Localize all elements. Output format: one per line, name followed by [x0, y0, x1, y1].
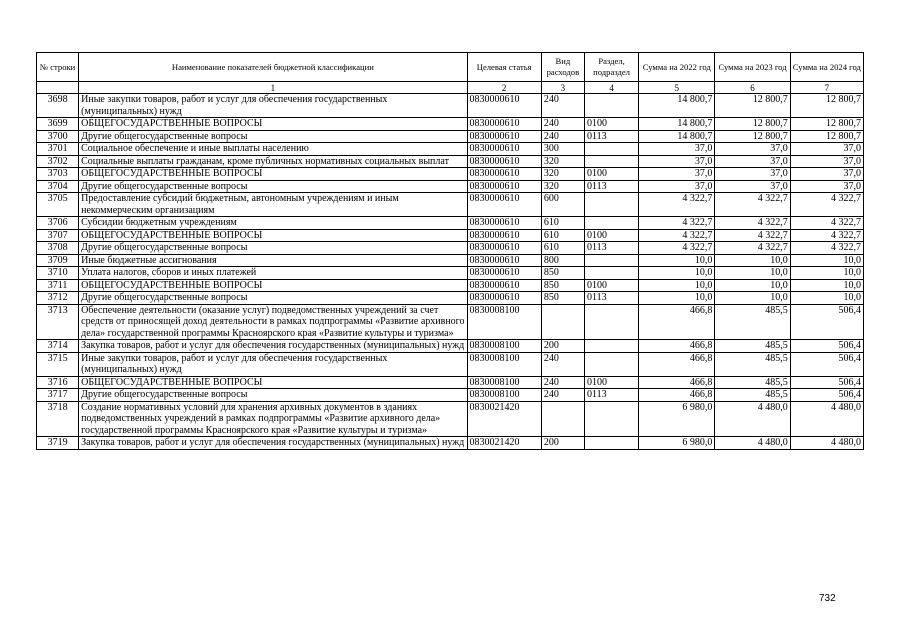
column-number-row [37, 82, 864, 94]
column-number: 6 [715, 82, 790, 94]
column-number: 4 [584, 82, 638, 94]
row-sum-2024: 10,0 [790, 254, 863, 267]
row-number: 3714 [37, 340, 79, 353]
row-sum-2023: 4 322,7 [715, 242, 790, 255]
row-sum-2022: 466,8 [639, 304, 715, 340]
row-target-code: 0830000610 [467, 254, 541, 267]
row-target-code: 0830000610 [467, 155, 541, 168]
row-sum-2022: 10,0 [639, 292, 715, 305]
row-section [584, 143, 638, 156]
row-sum-2024: 12 800,7 [790, 118, 863, 131]
row-number: 3715 [37, 352, 79, 376]
row-number: 3703 [37, 168, 79, 181]
row-expense-type: 320 [541, 180, 584, 193]
table-header [37, 53, 864, 94]
table-row [37, 168, 864, 181]
row-section: 0100 [584, 279, 638, 292]
header-vid: Вид расходов [541, 53, 584, 82]
row-expense-type: 320 [541, 155, 584, 168]
header-sum-2022: Сумма на 2022 год [639, 53, 715, 82]
row-expense-type: 240 [541, 94, 584, 118]
row-expense-type: 240 [541, 352, 584, 376]
row-section: 0100 [584, 229, 638, 242]
row-sum-2022: 14 800,7 [639, 130, 715, 143]
row-section [584, 340, 638, 353]
row-target-code: 0830000610 [467, 217, 541, 230]
row-sum-2023: 10,0 [715, 254, 790, 267]
table-row [37, 401, 864, 437]
header-name: Наименование показателей бюджетной классификации [79, 53, 467, 82]
row-name: Иные закупки товаров, работ и услуг для обеспечения государственных (муниципальных) нужд [79, 352, 467, 376]
row-sum-2022: 466,8 [639, 352, 715, 376]
row-expense-type [541, 401, 584, 437]
table-row [37, 217, 864, 230]
row-sum-2022: 10,0 [639, 267, 715, 280]
row-number: 3713 [37, 304, 79, 340]
row-number: 3711 [37, 279, 79, 292]
row-number: 3700 [37, 130, 79, 143]
table-row [37, 229, 864, 242]
column-number: 1 [79, 82, 467, 94]
header-row-no: № строки [37, 53, 79, 82]
row-number: 3707 [37, 229, 79, 242]
row-target-code: 0830000610 [467, 180, 541, 193]
row-target-code: 0830000610 [467, 279, 541, 292]
row-section [584, 217, 638, 230]
row-target-code: 0830000610 [467, 267, 541, 280]
row-number: 3716 [37, 376, 79, 389]
table-row [37, 143, 864, 156]
row-sum-2023: 12 800,7 [715, 94, 790, 118]
row-target-code: 0830000610 [467, 229, 541, 242]
row-expense-type: 240 [541, 389, 584, 402]
row-section [584, 155, 638, 168]
row-sum-2024: 10,0 [790, 292, 863, 305]
row-name: Создание нормативных условий для хранения архивных документов в зданиях подведомственных учреждений в рамках подпрограммы «Развитие архивного дела» государственной программы Красноярского края «Развитие культуры и туризма» [79, 401, 467, 437]
row-name: ОБЩЕГОСУДАРСТВЕННЫЕ ВОПРОСЫ [79, 376, 467, 389]
row-sum-2023: 485,5 [715, 340, 790, 353]
row-sum-2022: 37,0 [639, 155, 715, 168]
row-sum-2023: 37,0 [715, 143, 790, 156]
row-section [584, 193, 638, 217]
row-expense-type: 320 [541, 168, 584, 181]
row-name: ОБЩЕГОСУДАРСТВЕННЫЕ ВОПРОСЫ [79, 229, 467, 242]
table-row [37, 279, 864, 292]
table-row [37, 304, 864, 340]
row-target-code: 0830021420 [467, 401, 541, 437]
row-target-code: 0830021420 [467, 437, 541, 450]
header-section: Раздел, подраздел [584, 53, 638, 82]
row-expense-type: 240 [541, 118, 584, 131]
row-sum-2023: 485,5 [715, 352, 790, 376]
row-section [584, 94, 638, 118]
row-expense-type: 300 [541, 143, 584, 156]
row-sum-2023: 485,5 [715, 376, 790, 389]
row-sum-2023: 37,0 [715, 168, 790, 181]
row-number: 3698 [37, 94, 79, 118]
row-target-code: 0830000610 [467, 242, 541, 255]
row-name: Субсидии бюджетным учреждениям [79, 217, 467, 230]
row-name: Закупка товаров, работ и услуг для обеспечения государственных (муниципальных) нужд [79, 437, 467, 450]
row-name: Закупка товаров, работ и услуг для обеспечения государственных (муниципальных) нужд [79, 340, 467, 353]
row-section: 0113 [584, 292, 638, 305]
row-number: 3705 [37, 193, 79, 217]
row-section [584, 401, 638, 437]
row-sum-2024: 4 480,0 [790, 401, 863, 437]
row-section [584, 267, 638, 280]
row-number: 3719 [37, 437, 79, 450]
row-section: 0100 [584, 376, 638, 389]
row-name: Иные бюджетные ассигнования [79, 254, 467, 267]
row-sum-2022: 466,8 [639, 340, 715, 353]
row-section [584, 254, 638, 267]
row-sum-2022: 4 322,7 [639, 193, 715, 217]
row-sum-2022: 37,0 [639, 180, 715, 193]
table-row [37, 242, 864, 255]
row-sum-2024: 506,4 [790, 304, 863, 340]
row-sum-2023: 4 322,7 [715, 229, 790, 242]
row-sum-2024: 4 480,0 [790, 437, 863, 450]
row-number: 3706 [37, 217, 79, 230]
table-row [37, 437, 864, 450]
row-sum-2023: 10,0 [715, 267, 790, 280]
row-sum-2022: 14 800,7 [639, 94, 715, 118]
page-number: 732 [819, 593, 836, 604]
row-target-code: 0830000610 [467, 94, 541, 118]
row-sum-2023: 4 322,7 [715, 193, 790, 217]
row-number: 3699 [37, 118, 79, 131]
row-sum-2022: 4 322,7 [639, 229, 715, 242]
row-section [584, 352, 638, 376]
row-sum-2022: 466,8 [639, 389, 715, 402]
row-sum-2024: 10,0 [790, 279, 863, 292]
table-row [37, 389, 864, 402]
row-sum-2023: 485,5 [715, 304, 790, 340]
row-sum-2024: 37,0 [790, 180, 863, 193]
row-target-code: 0830008100 [467, 352, 541, 376]
row-sum-2024: 37,0 [790, 155, 863, 168]
row-sum-2023: 4 322,7 [715, 217, 790, 230]
row-expense-type: 850 [541, 292, 584, 305]
row-sum-2023: 37,0 [715, 180, 790, 193]
row-sum-2022: 6 980,0 [639, 437, 715, 450]
table-row [37, 254, 864, 267]
row-target-code: 0830008100 [467, 304, 541, 340]
row-name: Обеспечение деятельности (оказание услуг) подведомственных учреждений за счет средств от приносящей доход деятельности в рамках подпрограммы «Развитие архивного дела» государственной программы Красноярского края «Развитие культуры и туризма» [79, 304, 467, 340]
column-number: 3 [541, 82, 584, 94]
row-sum-2024: 506,4 [790, 340, 863, 353]
row-target-code: 0830000610 [467, 143, 541, 156]
row-number: 3712 [37, 292, 79, 305]
row-section [584, 304, 638, 340]
row-target-code: 0830000610 [467, 193, 541, 217]
row-sum-2023: 10,0 [715, 279, 790, 292]
row-target-code: 0830008100 [467, 389, 541, 402]
row-target-code: 0830000610 [467, 292, 541, 305]
table-row [37, 193, 864, 217]
row-sum-2024: 506,4 [790, 376, 863, 389]
table-row [37, 292, 864, 305]
row-sum-2024: 4 322,7 [790, 217, 863, 230]
row-section [584, 437, 638, 450]
row-section: 0113 [584, 389, 638, 402]
row-name: ОБЩЕГОСУДАРСТВЕННЫЕ ВОПРОСЫ [79, 279, 467, 292]
table-body [37, 94, 864, 450]
row-expense-type: 800 [541, 254, 584, 267]
row-expense-type: 600 [541, 193, 584, 217]
row-section: 0113 [584, 130, 638, 143]
row-expense-type: 610 [541, 242, 584, 255]
row-sum-2022: 14 800,7 [639, 118, 715, 131]
row-number: 3717 [37, 389, 79, 402]
row-name: Другие общегосударственные вопросы [79, 180, 467, 193]
row-name: Другие общегосударственные вопросы [79, 242, 467, 255]
row-name: Иные закупки товаров, работ и услуг для обеспечения государственных (муниципальных) нужд [79, 94, 467, 118]
column-number: 5 [639, 82, 715, 94]
row-sum-2023: 10,0 [715, 292, 790, 305]
row-name: Другие общегосударственные вопросы [79, 130, 467, 143]
row-name: Предоставление субсидий бюджетным, автономным учреждениям и иным некоммерческим организациям [79, 193, 467, 217]
row-sum-2022: 10,0 [639, 254, 715, 267]
budget-table [36, 52, 864, 450]
row-sum-2024: 10,0 [790, 267, 863, 280]
row-name: Социальные выплаты гражданам, кроме публичных нормативных социальных выплат [79, 155, 467, 168]
row-number: 3701 [37, 143, 79, 156]
column-number: 2 [467, 82, 541, 94]
row-sum-2022: 37,0 [639, 143, 715, 156]
row-sum-2023: 12 800,7 [715, 130, 790, 143]
row-number: 3709 [37, 254, 79, 267]
row-sum-2023: 12 800,7 [715, 118, 790, 131]
row-section: 0113 [584, 180, 638, 193]
row-expense-type: 850 [541, 279, 584, 292]
row-expense-type: 240 [541, 130, 584, 143]
header-sum-2024: Сумма на 2024 год [790, 53, 863, 82]
row-sum-2023: 485,5 [715, 389, 790, 402]
row-sum-2023: 37,0 [715, 155, 790, 168]
column-number: 7 [790, 82, 863, 94]
row-sum-2024: 12 800,7 [790, 94, 863, 118]
row-number: 3702 [37, 155, 79, 168]
row-number: 3718 [37, 401, 79, 437]
row-expense-type: 200 [541, 437, 584, 450]
row-name: Другие общегосударственные вопросы [79, 389, 467, 402]
row-number: 3710 [37, 267, 79, 280]
table-row [37, 94, 864, 118]
table-row [37, 155, 864, 168]
row-sum-2022: 466,8 [639, 376, 715, 389]
row-sum-2024: 506,4 [790, 352, 863, 376]
column-number [37, 82, 79, 94]
row-number: 3708 [37, 242, 79, 255]
row-expense-type: 610 [541, 229, 584, 242]
row-expense-type: 240 [541, 376, 584, 389]
row-expense-type: 610 [541, 217, 584, 230]
row-sum-2022: 6 980,0 [639, 401, 715, 437]
table-row [37, 340, 864, 353]
header-sum-2023: Сумма на 2023 год [715, 53, 790, 82]
row-sum-2024: 4 322,7 [790, 242, 863, 255]
row-name: ОБЩЕГОСУДАРСТВЕННЫЕ ВОПРОСЫ [79, 168, 467, 181]
row-section: 0100 [584, 118, 638, 131]
row-name: ОБЩЕГОСУДАРСТВЕННЫЕ ВОПРОСЫ [79, 118, 467, 131]
row-sum-2024: 37,0 [790, 143, 863, 156]
row-sum-2024: 4 322,7 [790, 193, 863, 217]
row-target-code: 0830000610 [467, 130, 541, 143]
row-target-code: 0830000610 [467, 168, 541, 181]
table-row [37, 118, 864, 131]
row-sum-2022: 4 322,7 [639, 217, 715, 230]
row-sum-2024: 506,4 [790, 389, 863, 402]
row-target-code: 0830000610 [467, 118, 541, 131]
table-row [37, 180, 864, 193]
row-expense-type: 850 [541, 267, 584, 280]
row-section: 0100 [584, 168, 638, 181]
row-sum-2024: 37,0 [790, 168, 863, 181]
row-section: 0113 [584, 242, 638, 255]
row-sum-2022: 37,0 [639, 168, 715, 181]
row-target-code: 0830008100 [467, 340, 541, 353]
row-sum-2022: 10,0 [639, 279, 715, 292]
table-row [37, 376, 864, 389]
row-target-code: 0830008100 [467, 376, 541, 389]
row-sum-2024: 4 322,7 [790, 229, 863, 242]
row-expense-type [541, 304, 584, 340]
row-number: 3704 [37, 180, 79, 193]
row-sum-2023: 4 480,0 [715, 401, 790, 437]
table-row [37, 130, 864, 143]
table-row [37, 267, 864, 280]
row-sum-2024: 12 800,7 [790, 130, 863, 143]
row-expense-type: 200 [541, 340, 584, 353]
row-name: Другие общегосударственные вопросы [79, 292, 467, 305]
header-target: Целевая статья [467, 53, 541, 82]
row-sum-2022: 4 322,7 [639, 242, 715, 255]
table-row [37, 352, 864, 376]
row-name: Социальное обеспечение и иные выплаты населению [79, 143, 467, 156]
row-name: Уплата налогов, сборов и иных платежей [79, 267, 467, 280]
row-sum-2023: 4 480,0 [715, 437, 790, 450]
